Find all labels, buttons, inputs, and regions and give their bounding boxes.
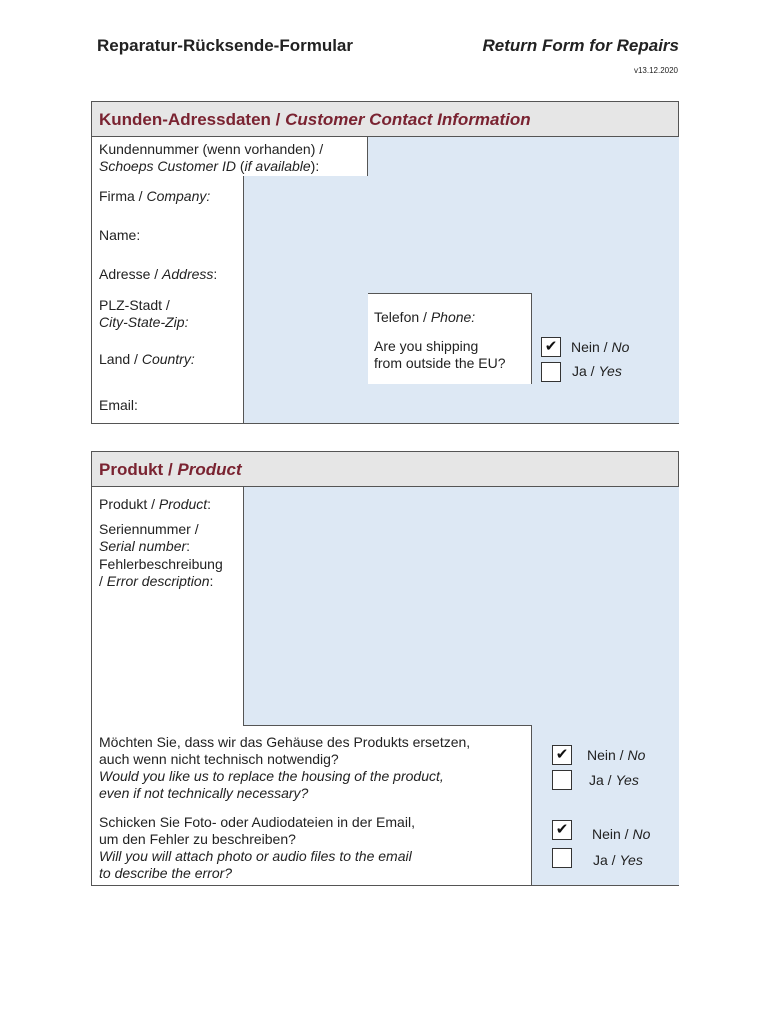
media-no-checkbox[interactable]: ✔ xyxy=(552,820,572,840)
contact-section-title xyxy=(92,102,678,137)
media-options xyxy=(531,807,679,885)
country-field[interactable] xyxy=(243,333,368,385)
company-label: Firma / Company: xyxy=(99,188,211,204)
name-label: Name: xyxy=(99,227,141,243)
country-label: Land / Country: xyxy=(99,351,195,367)
contact-title-german: Kunden-Adressdaten / xyxy=(99,110,286,129)
media-no-label: Nein / No xyxy=(592,826,651,842)
serial-number-label: Seriennummer / Serial number: xyxy=(99,521,199,554)
housing-question: Möchten Sie, dass wir das Gehäuse des Produkts ersetzen, auch wenn nicht technisch notwendig? Would you like us to replace the housing of the product, even if not technically necessary? xyxy=(99,734,471,801)
form-title-english: Return Form for Repairs xyxy=(482,36,679,55)
email-label: Email: xyxy=(99,397,138,413)
error-description-label: Fehlerbeschreibung / Error description: xyxy=(99,556,223,589)
customer-id-field[interactable] xyxy=(367,137,679,177)
product-field[interactable] xyxy=(243,487,679,522)
name-field[interactable] xyxy=(243,215,679,255)
eu-no-checkbox[interactable]: ✔ xyxy=(541,337,561,357)
housing-yes-label: Ja / Yes xyxy=(589,772,639,788)
eu-yes-checkbox[interactable] xyxy=(541,362,561,382)
email-field[interactable] xyxy=(243,384,679,423)
housing-options xyxy=(531,725,679,808)
error-description-field[interactable] xyxy=(243,555,679,726)
housing-yes-checkbox[interactable] xyxy=(552,770,572,790)
media-yes-checkbox[interactable] xyxy=(552,848,572,868)
form-title-german: Reparatur-Rücksende-Formular xyxy=(97,36,354,55)
serial-number-field[interactable] xyxy=(243,521,679,556)
product-label: Produkt / Product: xyxy=(99,496,212,512)
media-yes-label: Ja / Yes xyxy=(593,852,643,868)
address-label: Adresse / Address: xyxy=(99,266,218,282)
phone-label: Telefon / Phone: xyxy=(374,309,476,325)
housing-no-label: Nein / No xyxy=(587,747,646,763)
customer-id-label: Kundennummer (wenn vorhanden) / Schoeps Customer ID (if available): xyxy=(99,141,324,174)
media-question: Schicken Sie Foto- oder Audiodateien in der Email, um den Fehler zu beschreiben? Will you will attach photo or audio files to the email to describe the error? xyxy=(99,814,415,881)
eu-no-label: Nein / No xyxy=(571,339,630,355)
product-section-title xyxy=(92,452,678,487)
contact-title-english: Customer Contact Information xyxy=(285,110,531,129)
company-field[interactable] xyxy=(243,176,679,216)
address-field[interactable] xyxy=(243,254,679,294)
form-version: v13.12.2020 xyxy=(633,66,678,75)
zip-label: PLZ-Stadt / City-State-Zip: xyxy=(99,297,189,330)
product-section xyxy=(91,451,679,886)
housing-no-checkbox[interactable]: ✔ xyxy=(552,745,572,765)
product-title-german: Produkt / xyxy=(99,460,178,479)
zip-field[interactable] xyxy=(243,293,368,334)
eu-shipping-question: Are you shipping from outside the EU? xyxy=(374,338,506,371)
product-title-english: Product xyxy=(177,460,242,479)
phone-field[interactable] xyxy=(531,293,679,334)
contact-section xyxy=(91,101,679,424)
eu-yes-label: Ja / Yes xyxy=(572,363,622,379)
